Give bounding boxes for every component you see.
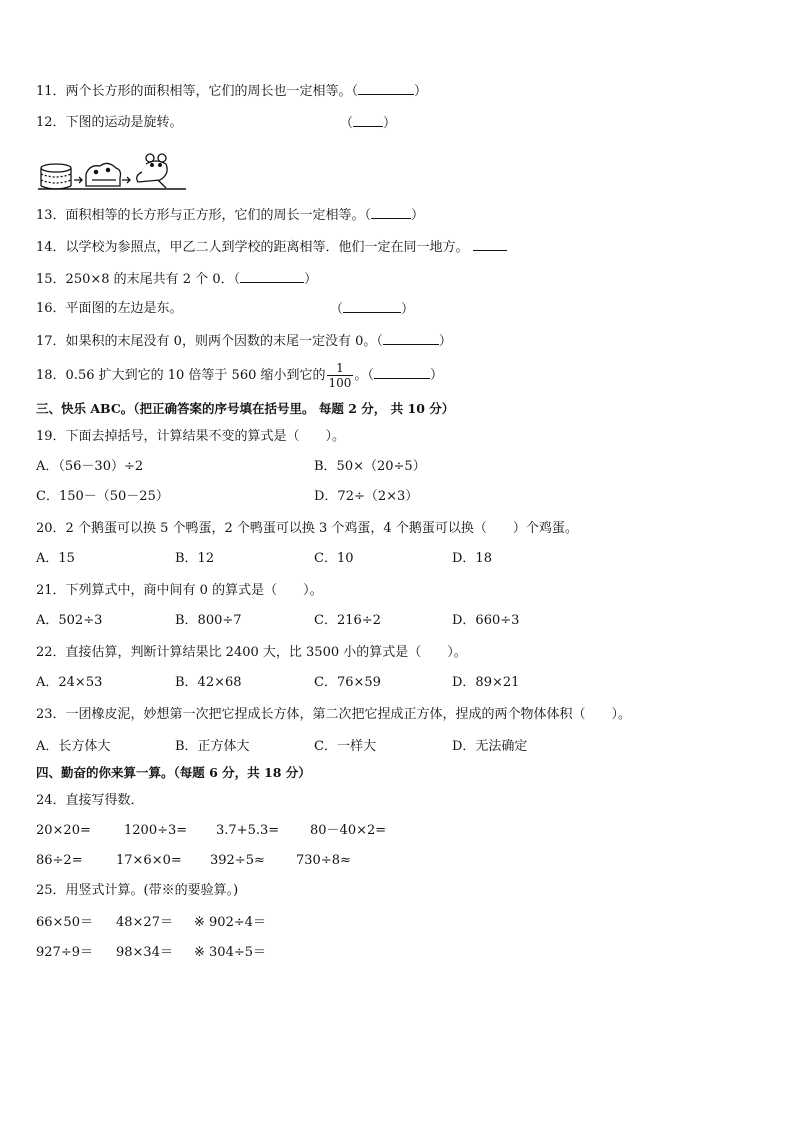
calc-item: 730÷8≈: [296, 853, 351, 868]
question-20-stem: 20．2 个鹅蛋可以换 5 个鸭蛋，2 个鸭蛋可以换 3 个鸡蛋，4 个鹅蛋可以换（ ）个鸡蛋。: [36, 521, 578, 536]
option-b[interactable]: B．正方体大: [175, 739, 250, 754]
question-16-answer: （ ）: [330, 302, 415, 317]
dog-sketch: [86, 163, 121, 186]
question-15: 15．250×8 的末尾共有 2 个 0．（ ）: [36, 272, 318, 287]
answer-blank[interactable]: [343, 300, 401, 313]
option-a[interactable]: A．15: [36, 551, 75, 566]
answer-blank[interactable]: [473, 238, 507, 251]
question-16-text: 16．平面图的左边是东。: [36, 301, 183, 316]
question-13-text: 13．面积相等的长方形与正方形，它们的周长一定相等。（: [36, 208, 372, 223]
calc-item: 1200÷3=: [124, 823, 188, 838]
answer-blank[interactable]: [240, 270, 304, 283]
calc-item: ※ 902÷4＝: [194, 915, 267, 930]
answer-blank[interactable]: [383, 332, 439, 345]
calc-item: 3.7+5.3=: [216, 823, 280, 838]
cylinder-sketch: [41, 164, 71, 189]
answer-blank[interactable]: [358, 82, 414, 95]
option-c[interactable]: C．76×59: [314, 675, 381, 690]
question-12-answer: （ ）: [340, 116, 397, 131]
option-b[interactable]: B．42×68: [175, 675, 242, 690]
option-d[interactable]: D．18: [452, 551, 492, 566]
question-18: 18．0.56 扩大到它的 10 倍等于 560 缩小到它的 $\frac{1}{100}$ 。（ ）: [36, 361, 443, 390]
option-d[interactable]: D．72÷（2×3）: [314, 489, 419, 504]
question-15-text: 15．250×8 的末尾共有 2 个 0．（: [36, 272, 241, 287]
question-25-stem: 25．用竖式计算。(带※的要验算。): [36, 883, 239, 898]
question-21-stem: 21．下列算式中，商中间有 0 的算式是（ ）。: [36, 583, 323, 598]
option-d[interactable]: D．660÷3: [452, 613, 520, 628]
fraction: $\frac{1}{100}$: [328, 361, 352, 390]
arrow-icon: [74, 177, 82, 183]
option-d[interactable]: D．89×21: [452, 675, 520, 690]
section-3-title: 三、快乐 ABC。（把正确答案的序号填在括号里。 每题 2 分， 共 10 分）: [36, 401, 455, 416]
option-c[interactable]: C．10: [314, 551, 354, 566]
section-4-title: 四、勤奋的你来算一算。（每题 6 分，共 18 分）: [36, 765, 311, 780]
question-22-stem: 22．直接估算，判断计算结果比 2400 大，比 3500 小的算式是（ ）。: [36, 645, 467, 660]
calc-item: 927÷9＝: [36, 945, 93, 960]
question-16: [36, 300, 183, 318]
question-12-text: 12．下图的运动是旋转。: [36, 115, 183, 130]
question-23-stem: 23．一团橡皮泥，妙想第一次把它捏成长方体，第二次把它捏成正方体，捏成的两个物体体积（ ）。: [36, 707, 632, 722]
question-18-text: 18．0.56 扩大到它的 10 倍等于 560 缩小到它的: [36, 368, 326, 383]
question-11: 11．两个长方形的面积相等，它们的周长也一定相等。（ ）: [36, 84, 428, 99]
calc-item: 392÷5≈: [210, 853, 265, 868]
rotation-figure: [38, 150, 188, 194]
answer-blank[interactable]: [374, 366, 430, 379]
option-b[interactable]: B．12: [175, 551, 215, 566]
option-b[interactable]: B．800÷7: [175, 613, 242, 628]
question-14-text: 14．以学校为参照点，甲乙二人到学校的距离相等．他们一定在同一地方。: [36, 240, 469, 255]
option-c[interactable]: C．150－（50－25）: [36, 489, 169, 504]
option-a[interactable]: A．长方体大: [36, 739, 111, 754]
question-13: 13．面积相等的长方形与正方形，它们的周长一定相等。（ ）: [36, 208, 425, 223]
calc-item: 17×6×0=: [116, 853, 182, 868]
question-14: [36, 238, 507, 257]
question-19-stem: 19．下面去掉括号，计算结果不变的算式是（ ）。: [36, 429, 346, 444]
answer-blank[interactable]: [371, 206, 411, 219]
calc-item: 20×20=: [36, 823, 91, 838]
calc-item: 80－40×2=: [310, 823, 387, 838]
calc-item: 86÷2=: [36, 853, 83, 868]
question-17-text: 17．如果积的末尾没有 0，则两个因数的末尾一定没有 0。（: [36, 334, 383, 349]
question-12: [36, 114, 183, 132]
option-c[interactable]: C．一样大: [314, 739, 376, 754]
option-a[interactable]: A．（56－30）÷2: [36, 459, 144, 474]
mouse-sketch: [137, 154, 167, 188]
question-24-stem: 24．直接写得数．: [36, 793, 144, 808]
calc-item: ※ 304÷5＝: [194, 945, 267, 960]
option-a[interactable]: A．502÷3: [36, 613, 103, 628]
calc-item: 98×34＝: [116, 945, 173, 960]
option-c[interactable]: C．216÷2: [314, 613, 381, 628]
question-11-text: 11．两个长方形的面积相等，它们的周长也一定相等。（: [36, 84, 359, 99]
calc-item: 66×50＝: [36, 915, 93, 930]
calc-item: 48×27＝: [116, 915, 173, 930]
option-d[interactable]: D．无法确定: [452, 739, 528, 754]
option-b[interactable]: B．50×（20÷5）: [314, 459, 426, 474]
question-17: 17．如果积的末尾没有 0，则两个因数的末尾一定没有 0。（ ）: [36, 334, 452, 349]
option-a[interactable]: A．24×53: [36, 675, 103, 690]
arrow-icon: [122, 177, 130, 183]
answer-blank[interactable]: [353, 114, 383, 127]
